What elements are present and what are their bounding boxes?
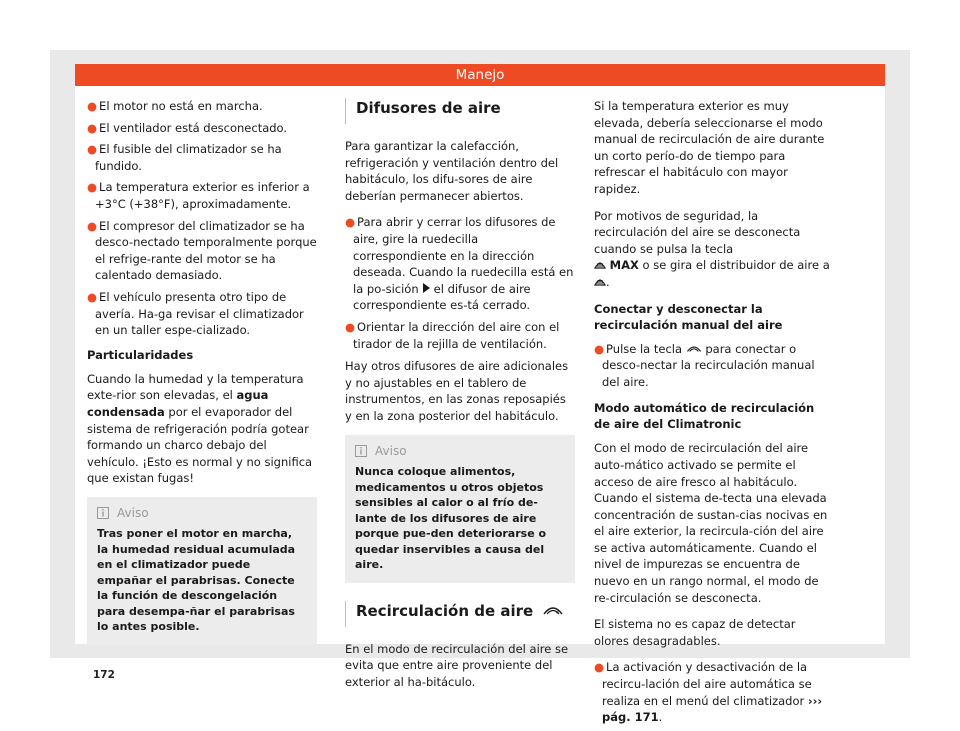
aviso-text: Tras poner el motor en marcha, la humedad residual acumulada en el climatizador puede empañar el parabrisas. Conecte la función de descongelación para desempa-ñar el parabrisas lo antes posible. bbox=[97, 527, 296, 634]
bullet-icon: ● bbox=[345, 319, 356, 334]
recirculation-icon bbox=[686, 344, 702, 353]
paragraph: El sistema no es capaz de detectar olores desagradables. bbox=[594, 617, 796, 648]
max-label: MAX bbox=[609, 258, 639, 273]
column-left bbox=[87, 98, 317, 657]
list-item: ● El ventilador está desconectado. bbox=[87, 120, 288, 135]
intro-text: Para garantizar la calefacción, refrigeración y ventilación dentro del habitáculo, los difu-sores de aire deberían permanecer abiertos. bbox=[345, 139, 559, 203]
bullet-icon: ● bbox=[87, 99, 98, 113]
info-icon bbox=[355, 445, 367, 457]
aviso-box bbox=[345, 435, 575, 583]
page-number: 172 bbox=[93, 669, 115, 681]
paragraph: Con el modo de recirculación del aire auto-mático activado se permite el acceso de aire fresco al habitáculo. Cuando el sistema de-tecta una elevada concentración de sustan-cias nocivas en el aire exterior, la recircula-ción del aire se activa automáticamente. Cuando el nivel de impurezas se encuentra de nuevo en un rango normal, el modo de re-circulación se desconecta. bbox=[594, 441, 828, 605]
page-reference-link[interactable]: ››› pág. 171 bbox=[602, 693, 823, 725]
closed-position-icon bbox=[422, 283, 431, 293]
info-icon bbox=[97, 507, 109, 519]
defrost-icon bbox=[594, 259, 606, 269]
manual-page bbox=[75, 64, 885, 725]
recirculation-icon bbox=[542, 604, 564, 616]
bullet-icon: ● bbox=[87, 120, 98, 135]
list-item: ● Orientar la dirección del aire con el tirador de la rejilla de ventilación. bbox=[345, 319, 560, 351]
subheading-manual: Conectar y desconectar la recirculación manual del aire bbox=[594, 301, 783, 332]
aviso-text: Nunca coloque alimentos, medicamentos u otros objetos sensibles al calor o al frío de-lante de los difusores de aire porque pue-den deteriorarse o quedar inservibles a causa del aire. bbox=[355, 465, 547, 572]
paragraph: En el modo de recirculación del aire se evita que entre aire proveniente del exterior al ha-bitáculo. bbox=[345, 641, 569, 689]
list-item: ● El compresor del climatizador se ha desco-nectado temporalmente porque el refrige-rante del motor se ha calentado demasiado. bbox=[87, 218, 317, 283]
defrost-icon bbox=[594, 276, 606, 286]
bullet-icon: ● bbox=[594, 660, 605, 675]
page-background bbox=[50, 50, 910, 725]
list-item: ● El fusible del climatizador se ha fundido. bbox=[87, 142, 282, 173]
paragraph: Por motivos de seguridad, la recirculación del aire se desconecta cuando se pulsa la tecla MAX o se gira el distribuidor de aire a . bbox=[594, 208, 830, 289]
aviso-title: Aviso bbox=[355, 443, 565, 460]
column-right bbox=[594, 98, 832, 731]
paragraph: Hay otros difusores de aire adicionales y no ajustables en el tablero de instrumentos, en las zonas reposapiés y en la zona posterior del habitáculo. bbox=[345, 359, 569, 423]
section-heading-difusores: Difusores de aire bbox=[345, 98, 575, 124]
section-heading-recirculacion: Recirculación de aire bbox=[345, 601, 575, 627]
subheading-auto: Modo automático de recirculación de aire del Climatronic bbox=[594, 401, 815, 432]
list-item: ● La temperatura exterior es inferior a +3°C (+38°F), aproximadamente. bbox=[87, 180, 310, 211]
bullet-icon: ● bbox=[594, 341, 605, 356]
list-item: ● El vehículo presenta otro tipo de avería. Ha-ga revisar el climatizador en un taller espe-cializado. bbox=[87, 289, 304, 338]
bullet-icon: ● bbox=[87, 218, 98, 233]
page-header: Manejo bbox=[75, 64, 885, 86]
column-middle bbox=[345, 98, 575, 700]
bullet-icon: ● bbox=[87, 289, 98, 304]
bullet-icon: ● bbox=[87, 142, 98, 157]
particularidades-text: Cuando la humedad y la temperatura exte-rior son elevadas, el agua condensada por el evaporador del sistema de refrigeración podría gotear formando un charco debajo del vehículo. ¡Esto es normal y no significa que existan fugas! bbox=[87, 371, 313, 486]
bullet-icon: ● bbox=[87, 180, 98, 195]
list-item: ● La activación y desactivación de la recircu-lación del aire automática se realiza en el menú del climatizador ››› pág. 171. bbox=[594, 660, 823, 725]
particularidades-heading: Particularidades bbox=[87, 347, 194, 362]
paragraph: Si la temperatura exterior es muy elevada, debería seleccionarse el modo manual de recirculación de aire durante un corto perío-do de tiempo para refrescar el habitáculo con mayor rapidez. bbox=[594, 99, 825, 196]
list-item: ● El motor no está en marcha. bbox=[87, 99, 263, 113]
list-item: ● Pulse la tecla para conectar o desco-nectar la recirculación manual del aire. bbox=[594, 341, 815, 389]
list-item: ● Para abrir y cerrar los difusores de aire, gire la ruedecilla correspondiente en la dirección deseada. Cuando la ruedecilla está en la po-sición el difusor de aire correspondiente es-tá cerrado. bbox=[345, 215, 574, 313]
aviso-title: Aviso bbox=[97, 505, 307, 522]
aviso-box bbox=[87, 497, 317, 645]
bullet-icon: ● bbox=[345, 215, 356, 230]
